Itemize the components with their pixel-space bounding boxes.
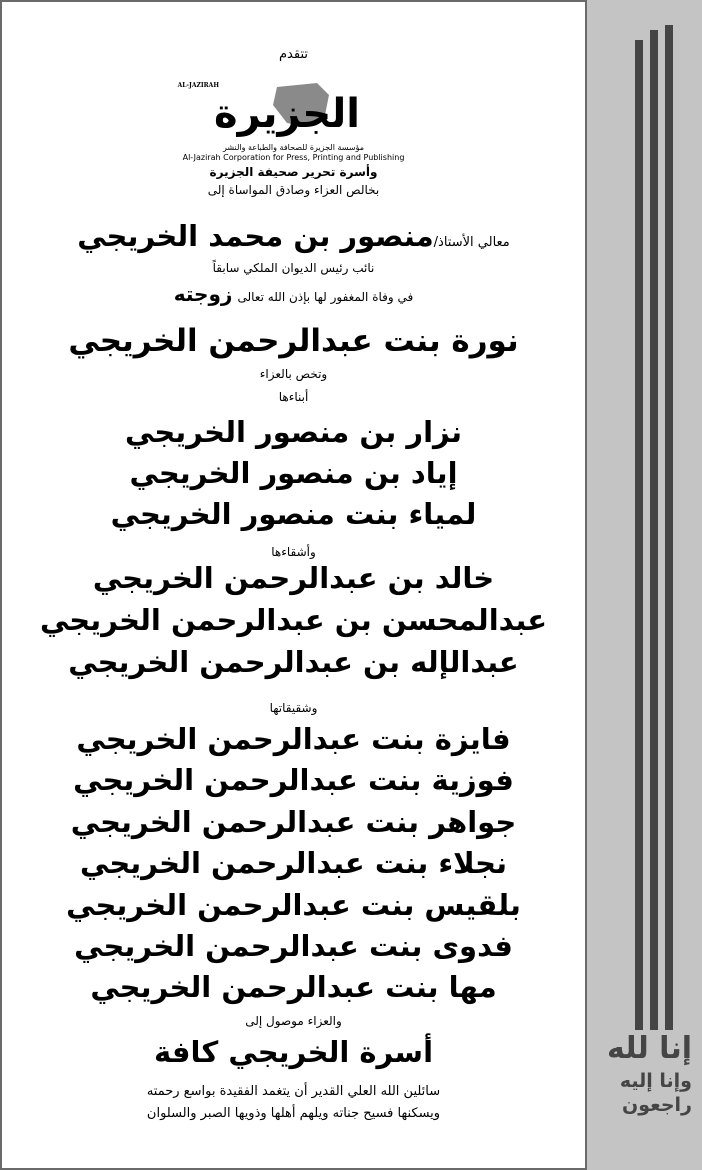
recipient-name: منصور بن محمد الخريجي bbox=[77, 219, 434, 253]
recipient-prefix: معالي الأستاذ/ bbox=[433, 235, 510, 250]
family-member: بلقيس بنت عبدالرحمن الخريجي bbox=[66, 888, 521, 922]
extended-text: والعزاء موصول إلى bbox=[245, 1014, 342, 1028]
family-member: عبدالإله بن عبدالرحمن الخريجي bbox=[68, 645, 519, 679]
verse-line-3: راجعون bbox=[622, 1094, 692, 1116]
verse-line-2: وإنا إليه bbox=[619, 1070, 692, 1092]
relation-text: زوجته bbox=[173, 282, 233, 306]
decorative-bar bbox=[635, 40, 643, 1030]
family-member: نجلاء بنت عبدالرحمن الخريجي bbox=[80, 846, 507, 880]
family-member: إياد بن منصور الخريجي bbox=[129, 456, 458, 490]
condolence-text: بخالص العزاء وصادق المواساة إلى bbox=[207, 183, 380, 197]
decorative-bar bbox=[665, 25, 673, 1030]
verse-line-1: إنا لله bbox=[607, 1031, 692, 1066]
family-name: أسرة الخريجي كافة bbox=[153, 1035, 434, 1069]
decorative-bar bbox=[650, 30, 658, 1030]
family-member: جواهر بنت عبدالرحمن الخريجي bbox=[70, 805, 517, 839]
svg-text:الجزيرة: الجزيرة bbox=[214, 91, 360, 137]
family-member: نزار بن منصور الخريجي bbox=[125, 415, 462, 449]
family-member: فوزية بنت عبدالرحمن الخريجي bbox=[73, 763, 514, 797]
svg-text:AL-JAZIRAH: AL-JAZIRAH bbox=[177, 82, 219, 89]
presents-text: تتقدم bbox=[279, 47, 308, 62]
specific-text: وتخص بالعزاء bbox=[259, 367, 328, 381]
family-member: خالد بن عبدالرحمن الخريجي bbox=[92, 561, 495, 595]
death-line bbox=[2, 284, 585, 304]
group-label: وشقيقاتها bbox=[269, 701, 318, 715]
family-member: فدوى بنت عبدالرحمن الخريجي bbox=[74, 929, 513, 963]
al-jazirah-logo bbox=[177, 75, 367, 145]
group-label: أبناءها bbox=[278, 390, 309, 404]
staff-text: وأسرة تحرير صحيفة الجزيرة bbox=[209, 165, 378, 179]
recipient-title: نائب رئيس الديوان الملكي سابقاً bbox=[212, 261, 375, 275]
deceased-name: نورة بنت عبدالرحمن الخريجي bbox=[68, 323, 519, 359]
condolence-content bbox=[2, 0, 585, 1170]
death-text: في وفاة المغفور لها بإذن الله تعالى bbox=[237, 290, 414, 304]
org-name-english: Al-Jazirah Corporation for Press, Printing and Publishing bbox=[182, 153, 405, 162]
side-panel bbox=[585, 0, 702, 1170]
prayer-line-1: سائلين الله العلي القدير أن يتغمد الفقيدة بواسع رحمته bbox=[146, 1084, 441, 1099]
family-member: مها بنت عبدالرحمن الخريجي bbox=[90, 970, 497, 1004]
group-label: وأشقاءها bbox=[271, 545, 316, 559]
recipient-line bbox=[2, 219, 585, 253]
org-name-arabic: مؤسسة الجزيرة للصحافة والطباعة والنشر bbox=[222, 143, 364, 152]
prayer-line-2: ويسكنها فسيح جناته ويلهم أهلها وذويها الصبر والسلوان bbox=[146, 1106, 441, 1121]
family-member: عبدالمحسن بن عبدالرحمن الخريجي bbox=[39, 603, 548, 637]
family-member: لمياء بنت منصور الخريجي bbox=[110, 497, 477, 531]
family-member: فايزة بنت عبدالرحمن الخريجي bbox=[76, 722, 511, 756]
